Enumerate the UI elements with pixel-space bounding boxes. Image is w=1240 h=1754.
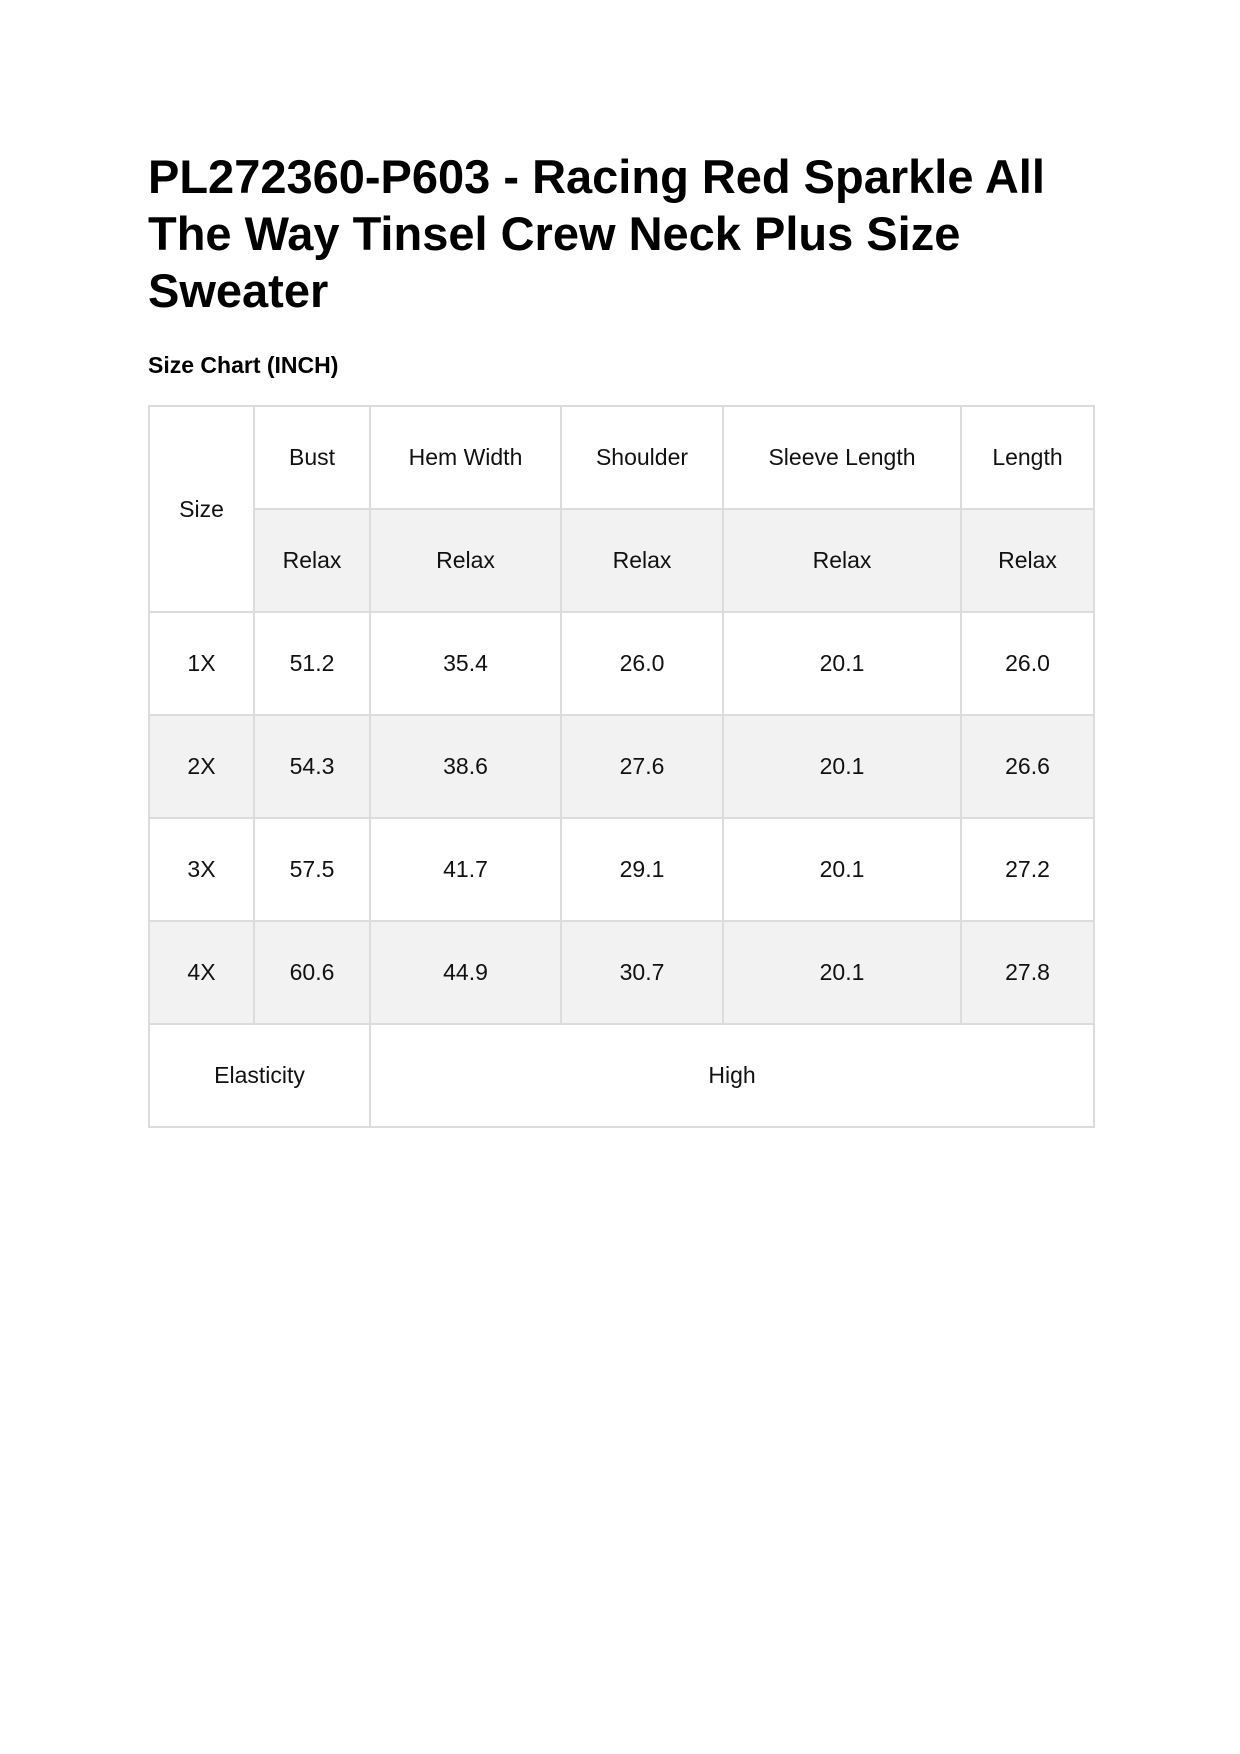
- bust-cell: 60.6: [254, 921, 370, 1024]
- length-cell: 26.6: [961, 715, 1094, 818]
- sleeve-length-cell: 20.1: [723, 818, 961, 921]
- size-cell: 1X: [149, 612, 254, 715]
- fit-label-length: Relax: [961, 509, 1094, 612]
- header-row: [149, 406, 1094, 509]
- shoulder-cell: 29.1: [561, 818, 723, 921]
- column-header-bust: Bust: [254, 406, 370, 509]
- sleeve-length-cell: 20.1: [723, 715, 961, 818]
- column-header-shoulder: Shoulder: [561, 406, 723, 509]
- elasticity-row: [149, 1024, 1094, 1127]
- column-header-sleeve-length: Sleeve Length: [723, 406, 961, 509]
- hem-width-cell: 35.4: [370, 612, 561, 715]
- length-cell: 27.8: [961, 921, 1094, 1024]
- size-chart-table: [148, 405, 1095, 1128]
- bust-cell: 54.3: [254, 715, 370, 818]
- table-row: [149, 818, 1094, 921]
- hem-width-cell: 44.9: [370, 921, 561, 1024]
- fit-label-hem-width: Relax: [370, 509, 561, 612]
- hem-width-cell: 38.6: [370, 715, 561, 818]
- bust-cell: 51.2: [254, 612, 370, 715]
- column-header-length: Length: [961, 406, 1094, 509]
- bust-cell: 57.5: [254, 818, 370, 921]
- size-cell: 4X: [149, 921, 254, 1024]
- size-chart-heading: Size Chart (INCH): [148, 352, 339, 378]
- elasticity-value: High: [370, 1024, 1094, 1127]
- elasticity-label: Elasticity: [149, 1024, 370, 1127]
- length-cell: 27.2: [961, 818, 1094, 921]
- fit-row: [149, 509, 1094, 612]
- fit-label-sleeve-length: Relax: [723, 509, 961, 612]
- sleeve-length-cell: 20.1: [723, 921, 961, 1024]
- length-cell: 26.0: [961, 612, 1094, 715]
- table-row: [149, 921, 1094, 1024]
- page-title: PL272360-P603 - Racing Red Sparkle All The Way Tinsel Crew Neck Plus Size Sweater: [148, 150, 1045, 317]
- column-header-hem-width: Hem Width: [370, 406, 561, 509]
- sleeve-length-cell: 20.1: [723, 612, 961, 715]
- table-row: [149, 715, 1094, 818]
- table-row: [149, 612, 1094, 715]
- size-header-cell: Size: [149, 406, 254, 612]
- fit-label-shoulder: Relax: [561, 509, 723, 612]
- shoulder-cell: 27.6: [561, 715, 723, 818]
- shoulder-cell: 30.7: [561, 921, 723, 1024]
- fit-label-bust: Relax: [254, 509, 370, 612]
- size-cell: 3X: [149, 818, 254, 921]
- shoulder-cell: 26.0: [561, 612, 723, 715]
- size-cell: 2X: [149, 715, 254, 818]
- hem-width-cell: 41.7: [370, 818, 561, 921]
